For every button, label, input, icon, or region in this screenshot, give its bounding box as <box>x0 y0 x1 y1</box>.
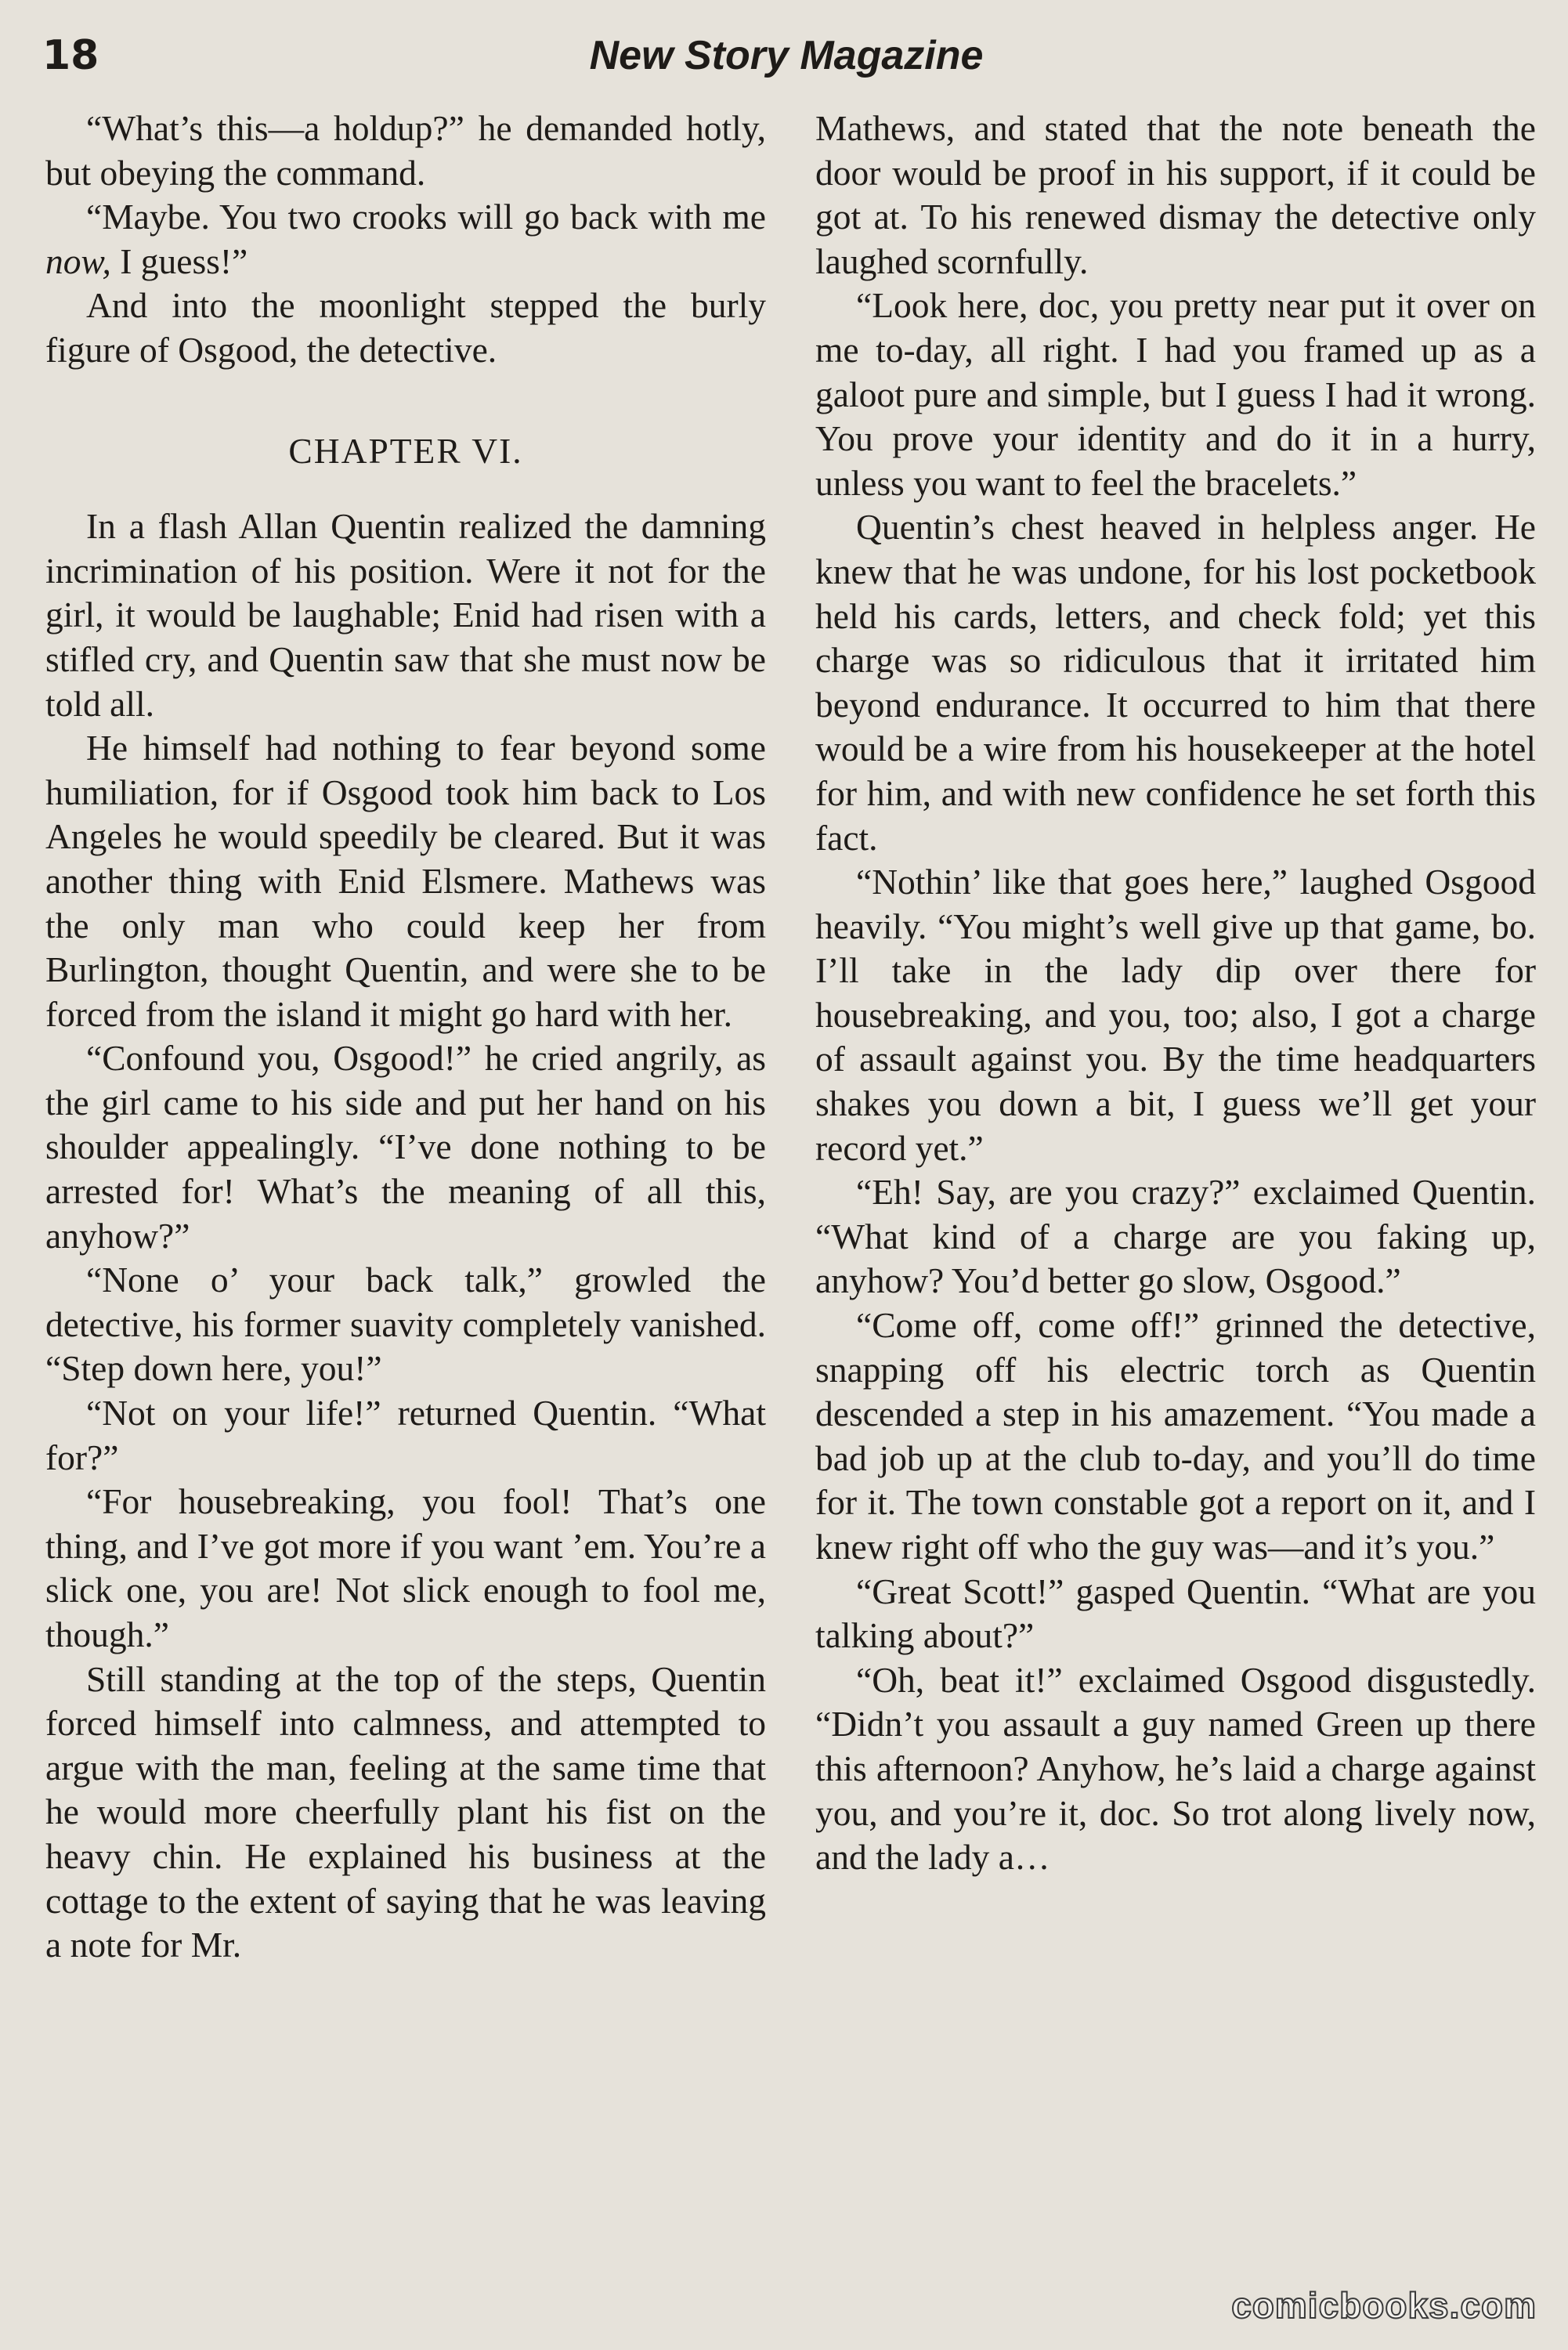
paragraph: “Great Scott!” gasped Quentin. “What are you talking about?” <box>815 1571 1536 1656</box>
chapter-heading: CHAPTER VI. <box>288 430 523 471</box>
paragraph: “Confound you, Osgood!” he cried angrily, as the girl came to his side and put her hand on his shoulder appealingly. “I’ve done nothing to be arrested for! What’s the meaning of all this, anyhow?” <box>45 1038 766 1256</box>
paragraph: And into the moonlight stepped the burly figure of Osgood, the detective. <box>45 285 766 370</box>
paragraph: In a flash Allan Quentin realized the damning incrimination of his position. Were it not for the girl, it would be laughable; Enid had risen with a stifled cry, and Quentin saw that she must now be told all. <box>45 506 766 724</box>
left-column <box>45 107 766 2331</box>
paragraph: “Maybe. You two crooks will go back with me now, I guess!” <box>45 197 766 281</box>
paragraph: “Eh! Say, are you crazy?” exclaimed Quentin. “What kind of a charge are you faking up, anyhow? You’d better go slow, Osgood.” <box>815 1172 1536 1301</box>
emphasis: now, <box>45 240 111 281</box>
paragraph: “What’s this—a holdup?” he demanded hotly, but obeying the command. <box>45 108 766 193</box>
right-column <box>815 107 1536 2331</box>
paragraph: “Come off, come off!” grinned the detective, snapping off his electric torch as Quentin descended a step in his amazement. “You made a bad job up at the club to-day, and you’ll do time for it. The town constable got a report on it, and I knew right off who the guy was—and it’s you.” <box>815 1305 1536 1567</box>
magazine-title: New Story Magazine <box>589 33 984 78</box>
paragraph: “Look here, doc, you pretty near put it over on me to-day, all right. I had you framed up as a galoot pure and simple, but I guess I had it wrong. You prove your identity and do it in a hurry, unless you want to feel the bracelets.” <box>815 285 1536 503</box>
page-header <box>42 28 1530 83</box>
paragraph: “Oh, beat it!” exclaimed Osgood disgustedly. “Didn’t you assault a guy named Green up there this afternoon? Anyhow, he’s laid a charge against you, and you’re it, doc. So trot along lively now, and the lady a… <box>815 1659 1536 1878</box>
paragraph: “Not on your life!” returned Quentin. “What for?” <box>45 1393 766 1477</box>
paragraph: “For housebreaking, you fool! That’s one thing, and I’ve got more if you want ’em. You’re a slick one, you are! Not slick enough to fool me, though.” <box>45 1481 766 1654</box>
paragraph: Quentin’s chest heaved in helpless anger. He knew that he was undone, for his lost pocketbook held his cards, letters, and check fold; yet this charge was so ridiculous that it irritated him beyond endurance. It occurred to him that there would be a wire from his housekeeper at the hotel for him, and with new confidence he set forth this fact. <box>815 507 1536 858</box>
paragraph: He himself had nothing to fear beyond some humiliation, for if Osgood took him back to Los Angeles he would speedily be cleared. But it was another thing with Enid Elsmere. Mathews was the only man who could keep her from Burlington, thought Quentin, and were she to be forced from the island it might go hard with her. <box>45 728 766 1034</box>
paragraph: “None o’ your back talk,” growled the detective, his former suavity completely vanished. “Step down here, you!” <box>45 1260 766 1389</box>
site-watermark: comicbooks.com <box>1231 2285 1537 2326</box>
page-number: 18 <box>42 32 99 79</box>
paragraph: Still standing at the top of the steps, Quentin forced himself into calmness, and attempted to argue with the man, feeling at the same time that he would more cheerfully plant his fist on the heavy chin. He explained his business at the cottage to the extent of saying that he was leaving a note for Mr. <box>45 1658 766 1965</box>
paragraph: “Nothin’ like that goes here,” laughed Osgood heavily. “You might’s well give up that game, bo. I’ll take in the lady dip over there for housebreaking, and you, too; also, I got a charge of assault against you. By the time headquarters shakes you down a bit, I guess we’ll get your record yet.” <box>815 862 1536 1168</box>
paragraph: Mathews, and stated that the note beneath the door would be proof in his support, if it could be got at. To his renewed dismay the detective only laughed scornfully. <box>815 108 1536 281</box>
